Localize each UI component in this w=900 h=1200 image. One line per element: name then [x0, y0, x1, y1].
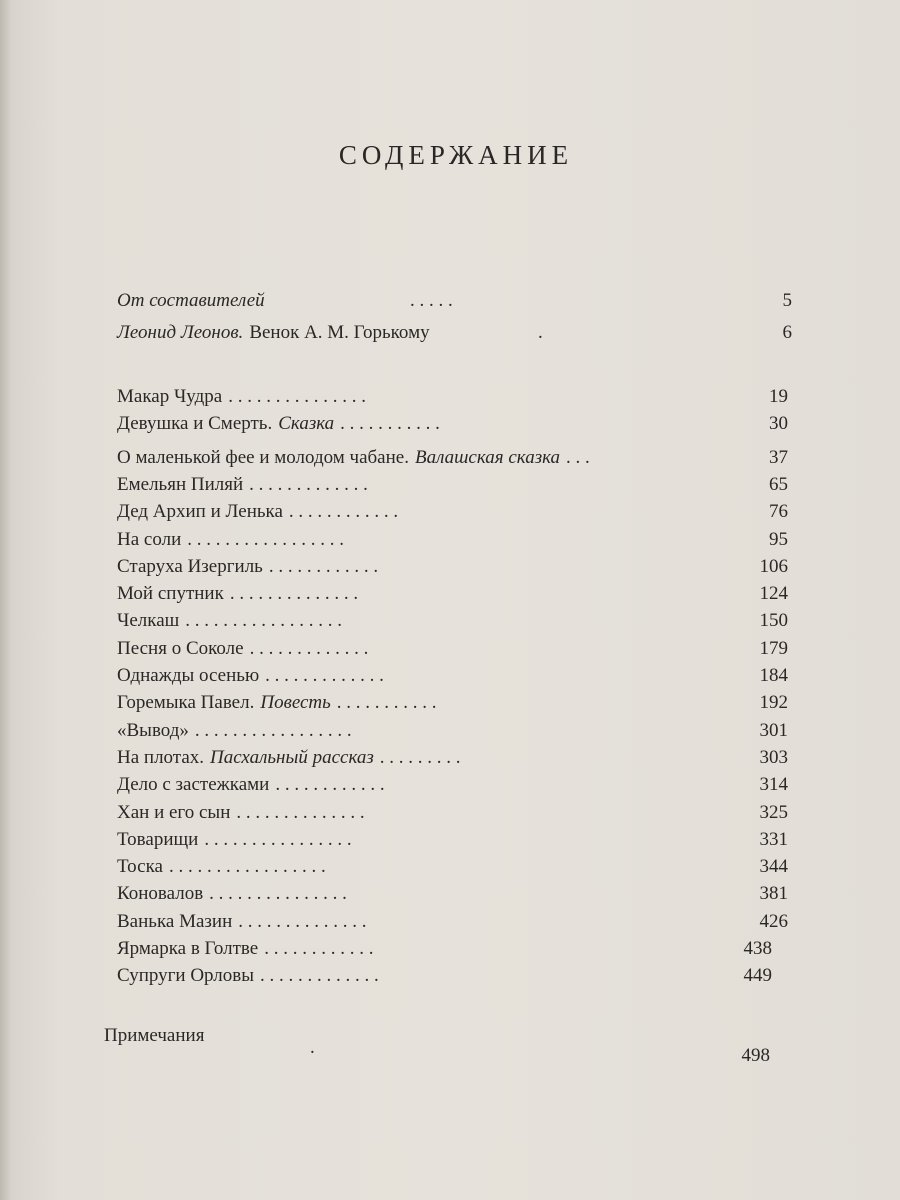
entry-author: Леонид Леонов. — [117, 322, 244, 343]
entry-dots: . . . . . . . . . . . . . . . . . — [185, 610, 343, 632]
entry-page: 325 — [759, 801, 788, 823]
entry-title-plain: Горемыка Павел. — [117, 692, 255, 714]
entry-title — [117, 638, 244, 660]
entry-title — [117, 610, 179, 632]
entry-title-plain: Тоска — [117, 856, 163, 878]
entry-dots: . . . . . . . . . . . . — [288, 501, 399, 523]
entry-page: 344 — [759, 856, 788, 878]
entry-title-plain: Венок А. М. Горькому — [249, 322, 430, 343]
entry-subtitle: Пасхальный рассказ — [210, 746, 374, 768]
entry-title-plain: Товарищи — [117, 828, 199, 850]
entry-page: 65 — [769, 473, 788, 495]
entry-title — [117, 856, 163, 878]
entry-title — [117, 665, 259, 687]
entry-title — [117, 883, 203, 905]
entry-page: 184 — [759, 665, 788, 686]
entry-title-plain: Макар Чудра — [117, 386, 223, 407]
entry-subtitle: Повесть — [260, 692, 331, 714]
entry-subtitle: Сказка — [278, 413, 335, 435]
entry-title — [117, 290, 265, 312]
entry-title-plain: Дело с застежками — [117, 774, 270, 796]
entry-title — [117, 556, 263, 578]
entry-title-plain: Ярмарка в Голтве — [117, 938, 259, 959]
entry-page: 498 — [741, 1045, 770, 1066]
entry-dots: . . . . . . . . . . . . . — [260, 965, 379, 987]
entry-dots: . . . . . . . . . . . . . . — [238, 910, 367, 932]
entry-subtitle: Валашская сказка — [414, 446, 561, 468]
entry-title-plain: На плотах. — [117, 746, 205, 768]
entry-title — [117, 386, 222, 408]
entry-dots: . — [310, 1037, 315, 1058]
entry-page: 5 — [782, 290, 792, 311]
entry-title — [117, 965, 254, 987]
entry-page: 426 — [759, 910, 788, 932]
entry-dots: . . . . . . . . . . . . . — [265, 665, 384, 686]
entry-title-plain: Однажды осенью — [117, 665, 260, 686]
entry-page: 19 — [769, 386, 788, 407]
entry-title-plain: Супруги Орловы — [117, 965, 255, 987]
entry-dots: . . . . . . . . . . . . . . . . . — [194, 719, 352, 741]
entry-title-plain: Ванька Мазин — [117, 910, 233, 932]
entry-page: 106 — [759, 555, 788, 577]
entry-page: 381 — [759, 883, 788, 905]
entry-dots: . . . . . . . . . . . . . . — [229, 583, 359, 605]
entry-dots: . . . . . . . . . . . . . . . — [228, 386, 366, 407]
entry-dots: . . . . . . . . . . . . . . . — [209, 883, 347, 905]
entry-page: 331 — [759, 828, 788, 850]
entry-title — [117, 447, 560, 469]
entry-page: 314 — [759, 774, 788, 796]
entry-title: Примечания — [104, 1025, 205, 1046]
entry-title-plain: Челкаш — [117, 610, 180, 632]
entry-dots: . . . . . . . . . . . . . . . . . — [168, 856, 326, 878]
entry-page: 124 — [759, 583, 788, 605]
entry-title — [117, 474, 243, 496]
entry-title-plain: Старуха Изергиль — [117, 555, 263, 577]
entry-page: 6 — [782, 322, 792, 343]
entry-dots: . . . . . . . . . . . . . . . . — [204, 828, 352, 850]
entry-page: 303 — [759, 746, 788, 768]
entry-title-plain: Дед Архип и Ленька — [117, 501, 283, 523]
entry-title-plain: «Вывод» — [117, 719, 189, 741]
entry-title — [117, 747, 374, 769]
entry-dots: . . . . . . . . . . . — [340, 413, 440, 435]
entry-title-plain: Девушка и Смерть. — [117, 413, 273, 435]
entry-title — [117, 774, 269, 796]
entry-title-plain: О маленькой фее и молодом чабане. — [117, 446, 409, 468]
entry-dots: . . . . . — [410, 290, 453, 311]
entry-dots: . . . . . . . . . . . . . — [249, 637, 369, 659]
entry-title — [117, 529, 181, 551]
entry-title-plain: На соли — [117, 528, 182, 550]
entry-dots: . . . . . . . . . . . . . . — [236, 801, 365, 823]
entry-title — [117, 938, 258, 960]
entry-title — [117, 583, 224, 605]
entry-dots: . . . . . . . . . . . . — [268, 555, 379, 577]
entry-title-italic: От составителей — [117, 290, 265, 311]
entry-page: 449 — [743, 965, 772, 987]
entry-dots: . . . . . . . . . . . — [336, 692, 437, 714]
entry-title — [117, 322, 430, 344]
entry-title — [117, 911, 232, 933]
entry-dots: . . . . . . . . . . . . — [264, 938, 374, 959]
entry-dots: . . . . . . . . . . . . . . . . . — [187, 528, 344, 550]
entry-title — [117, 413, 334, 435]
entry-dots: . — [538, 322, 543, 343]
entry-dots: . . . — [566, 446, 590, 468]
entry-title-plain: Коновалов — [117, 883, 204, 905]
entry-page: 438 — [743, 938, 772, 959]
entry-title-plain: Хан и его сын — [117, 801, 231, 823]
entry-title — [117, 720, 189, 742]
entry-title-plain: Емельян Пиляй — [117, 473, 244, 495]
entry-page: 37 — [769, 446, 788, 468]
entry-title — [117, 829, 198, 851]
entry-dots: . . . . . . . . . . . . . — [249, 473, 368, 495]
entry-title-plain: Мой спутник — [117, 583, 224, 605]
entry-title-plain: Песня о Соколе — [117, 637, 244, 659]
page-title: СОДЕРЖАНИЕ — [338, 140, 574, 170]
entry-page: 179 — [759, 637, 788, 659]
entry-page: 192 — [759, 692, 788, 714]
entry-page: 150 — [759, 610, 788, 632]
entry-dots: . . . . . . . . . — [379, 746, 461, 768]
entry-dots: . . . . . . . . . . . . — [275, 774, 385, 796]
entry-page: 301 — [759, 719, 788, 741]
entry-page: 76 — [769, 501, 788, 523]
entry-title — [117, 692, 331, 714]
entry-title — [117, 501, 283, 523]
entry-page: 95 — [769, 528, 788, 550]
entry-page: 30 — [769, 413, 788, 435]
entry-title — [117, 802, 230, 824]
